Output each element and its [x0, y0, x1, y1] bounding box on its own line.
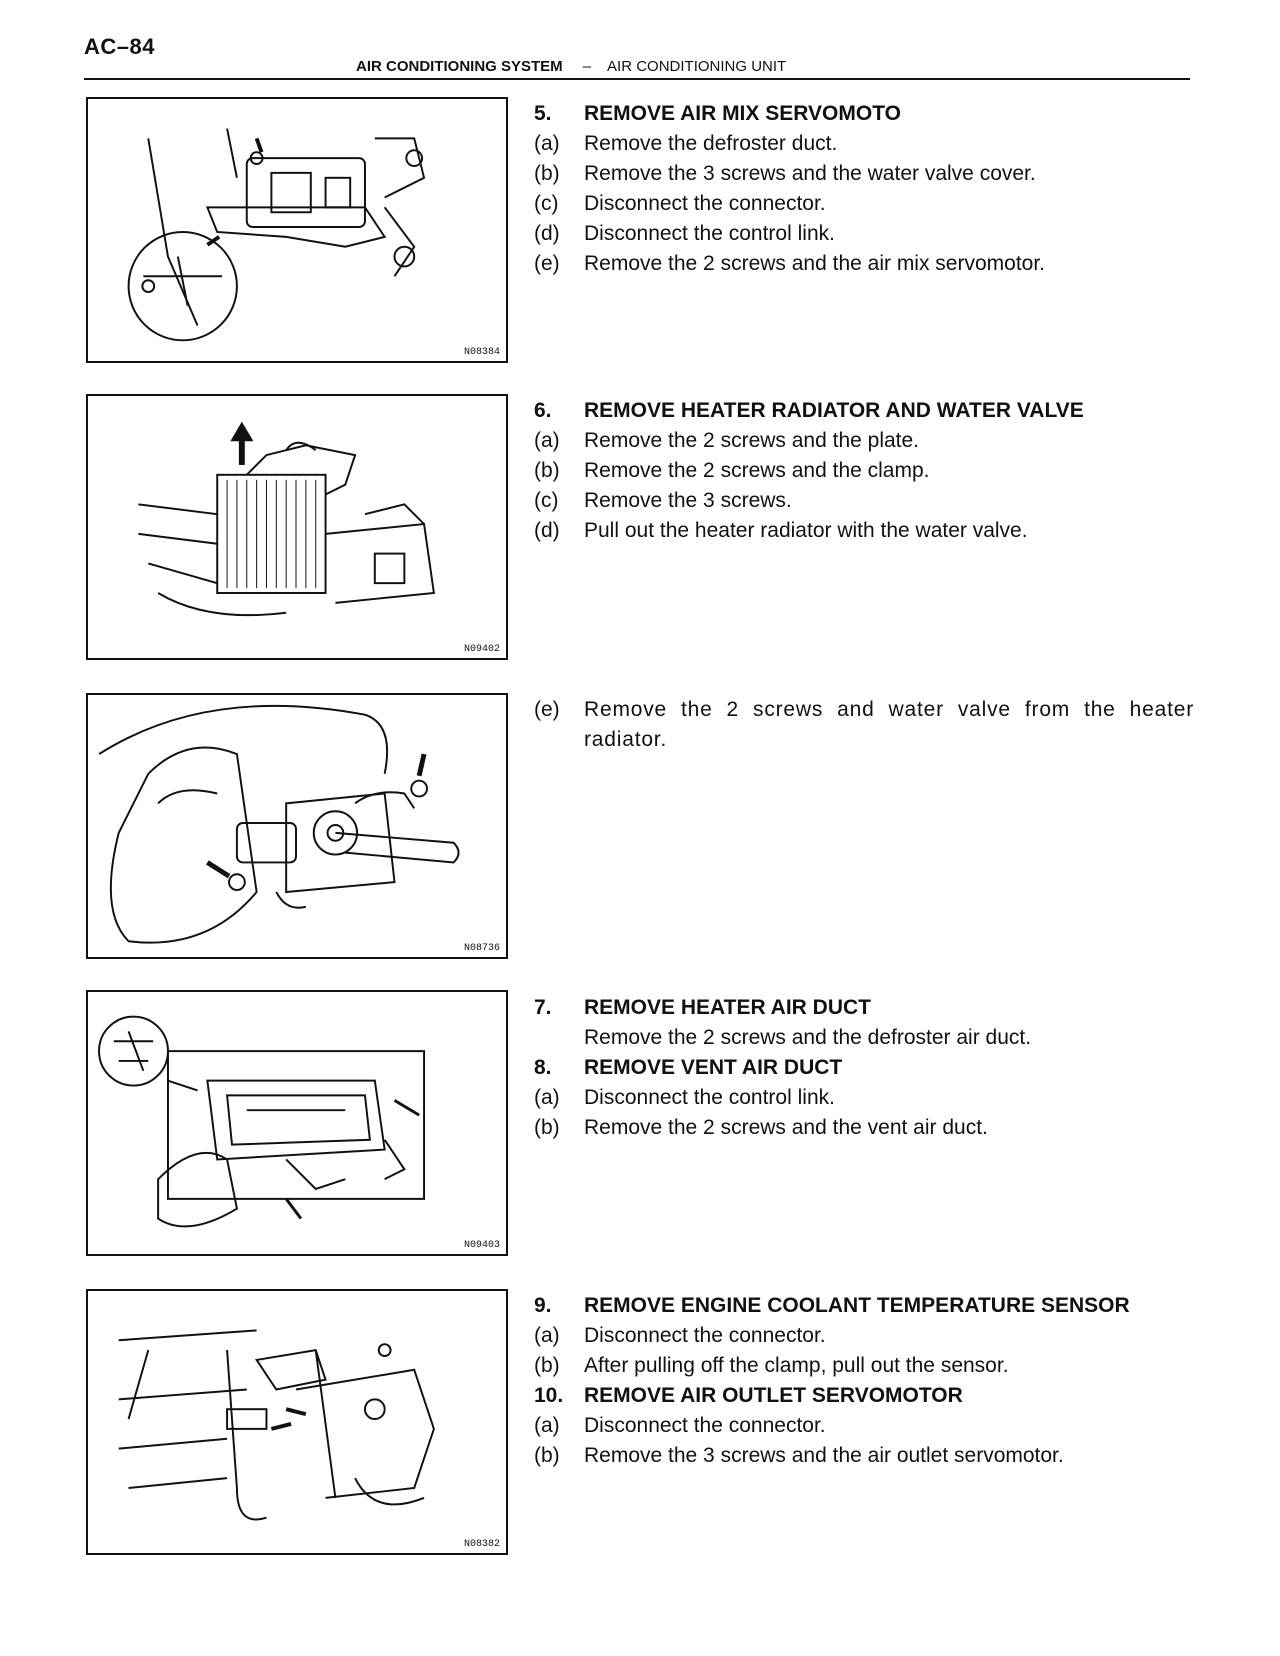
section-6-step-e: [534, 695, 1194, 755]
section-title: REMOVE AIR OUTLET SERVOMOTOR: [584, 1384, 963, 1407]
step-label: (e): [534, 698, 560, 721]
step: [534, 1411, 1194, 1441]
step-label: (a): [534, 1086, 560, 1109]
section-9-10: [534, 1291, 1194, 1471]
figure-code: N08382: [463, 1539, 500, 1550]
figure-water-valve: [86, 693, 508, 959]
header-rule: [84, 78, 1190, 80]
step-label: (c): [534, 489, 559, 512]
step: [534, 159, 1194, 189]
section-number: 7.: [534, 996, 552, 1019]
step-label: (b): [534, 162, 560, 185]
step: [534, 486, 1194, 516]
step-label: (c): [534, 192, 559, 215]
section-title: REMOVE HEATER RADIATOR AND WATER VALVE: [584, 399, 1084, 422]
coolant-sensor-illustration: [88, 1291, 506, 1553]
step-text: After pulling off the clamp, pull out the sensor.: [584, 1354, 1009, 1377]
step-text: Disconnect the connector.: [584, 192, 826, 215]
step-label: (b): [534, 1116, 560, 1139]
section-title: REMOVE ENGINE COOLANT TEMPERATURE SENSOR: [584, 1294, 1130, 1317]
step-label: (e): [534, 252, 560, 275]
step-text: Disconnect the connector.: [584, 1324, 826, 1347]
step: [534, 1083, 1194, 1113]
section-heading: [534, 993, 1194, 1023]
section-number: 8.: [534, 1056, 552, 1079]
step-text: Disconnect the connector.: [584, 1414, 826, 1437]
section-heading: [534, 1381, 1194, 1411]
step: [534, 695, 1194, 755]
heater-radiator-illustration: [88, 396, 506, 658]
figure-heater-air-duct: [86, 990, 508, 1256]
running-head: [356, 58, 786, 75]
step-label: (b): [534, 1444, 560, 1467]
step: [534, 516, 1194, 546]
section-number: 6.: [534, 399, 552, 422]
step: [534, 426, 1194, 456]
step: [534, 219, 1194, 249]
figure-coolant-sensor: [86, 1289, 508, 1555]
step-text: Disconnect the control link.: [584, 222, 835, 245]
step-label: (a): [534, 1414, 560, 1437]
step-text: Remove the 2 screws and the air mix servomotor.: [584, 252, 1046, 275]
section-title: REMOVE VENT AIR DUCT: [584, 1056, 843, 1079]
step-text: Remove the 2 screws and the clamp.: [584, 459, 930, 482]
water-valve-illustration: [88, 695, 506, 957]
section-5: [534, 99, 1194, 279]
step: [534, 1351, 1194, 1381]
section-heading: [534, 1291, 1194, 1321]
step: [534, 1113, 1194, 1143]
page-number: AC–84: [84, 34, 155, 59]
subsection-title: AIR CONDITIONING UNIT: [607, 58, 787, 75]
section-number: 10.: [534, 1384, 564, 1407]
step-text: Remove the 3 screws and the air outlet servomotor.: [584, 1444, 1064, 1467]
section-title: REMOVE AIR MIX SERVOMOTO: [584, 102, 901, 125]
step: [534, 1321, 1194, 1351]
step-label: (a): [534, 429, 560, 452]
section-heading: [534, 396, 1194, 426]
step-text: Disconnect the control link.: [584, 1086, 835, 1109]
step-text: Remove the defroster duct.: [584, 132, 838, 155]
figure-code: N08736: [463, 943, 500, 954]
step-label: (b): [534, 459, 560, 482]
figure-heater-radiator: [86, 394, 508, 660]
step-text: Remove the 3 screws.: [584, 489, 792, 512]
step-text: Remove the 3 screws and the water valve cover.: [584, 162, 1036, 185]
step-label: (a): [534, 1324, 560, 1347]
step: [534, 129, 1194, 159]
step-label: (d): [534, 519, 560, 542]
section-7-8: [534, 993, 1194, 1143]
figure-air-mix-servomotor: [86, 97, 508, 363]
section-6: [534, 396, 1194, 546]
step: [534, 249, 1194, 279]
figure-code: N09402: [463, 644, 500, 655]
header-dash: –: [582, 58, 592, 75]
section-title: AIR CONDITIONING SYSTEM: [356, 58, 563, 75]
figure-code: N08384: [463, 347, 500, 358]
figure-code: N09403: [463, 1240, 500, 1251]
step: [534, 456, 1194, 486]
section-title: REMOVE HEATER AIR DUCT: [584, 996, 872, 1019]
step-text: Pull out the heater radiator with the water valve.: [584, 519, 1028, 542]
step: [534, 189, 1194, 219]
step-label: (d): [534, 222, 560, 245]
section-number: 9.: [534, 1294, 552, 1317]
heater-air-duct-illustration: [88, 992, 506, 1254]
step-text: Remove the 2 screws and the vent air duct.: [584, 1116, 988, 1139]
step: [534, 1441, 1194, 1471]
step-text: Remove the 2 screws and the plate.: [584, 429, 920, 452]
step-text: Remove the 2 screws and the defroster air duct.: [584, 1026, 1032, 1049]
section-heading: [534, 1053, 1194, 1083]
step-label: (a): [534, 132, 560, 155]
air-mix-servomotor-illustration: [88, 99, 506, 361]
section-number: 5.: [534, 102, 552, 125]
step-label: (b): [534, 1354, 560, 1377]
step-text: Remove the 2 screws and water valve from the heater radiator.: [584, 698, 1194, 751]
section-heading: [534, 99, 1194, 129]
